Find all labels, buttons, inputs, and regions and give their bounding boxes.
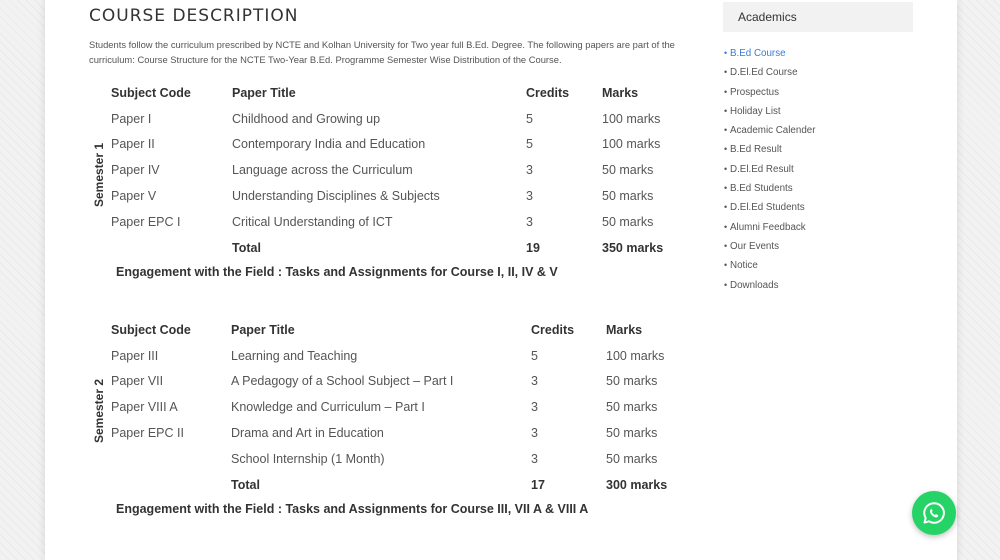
credits-cell: 5 xyxy=(526,137,533,152)
marks-cell: 50 marks xyxy=(606,400,658,415)
table-row xyxy=(111,420,706,446)
credits-cell: 3 xyxy=(526,189,533,204)
marks-cell: 50 marks xyxy=(606,451,658,466)
sidebar-item-holiday-list[interactable] xyxy=(723,102,913,121)
table-row xyxy=(111,343,706,369)
sidebar-item-deled-students[interactable] xyxy=(723,198,913,217)
marks-cell: 50 marks xyxy=(606,426,658,441)
paper-title-cell: Understanding Disciplines & Subjects xyxy=(232,189,440,204)
sidebar xyxy=(723,2,913,295)
paper-title-cell: Knowledge and Curriculum – Part I xyxy=(231,400,425,415)
credits-cell: 3 xyxy=(531,451,538,466)
whatsapp-button[interactable] xyxy=(912,491,956,535)
subject-code-cell: Paper VII xyxy=(111,374,164,389)
subject-code-cell: Paper II xyxy=(111,137,155,152)
bullet-icon: • xyxy=(724,279,728,290)
sidebar-menu xyxy=(723,44,913,295)
sidebar-item-label: D.El.Ed Course xyxy=(730,67,798,79)
total-marks: 350 marks xyxy=(602,240,664,255)
sidebar-item-label: Our Events xyxy=(730,240,780,252)
bullet-icon: • xyxy=(724,86,728,97)
bullet-icon: • xyxy=(724,125,728,136)
paper-title-cell: Learning and Teaching xyxy=(231,348,358,363)
bullet-icon: • xyxy=(724,163,728,174)
bullet-icon: • xyxy=(724,260,728,271)
sidebar-item-label: Alumni Feedback xyxy=(730,221,806,233)
subject-code-cell: Paper I xyxy=(111,111,152,126)
table-row xyxy=(111,394,706,420)
sidebar-item-downloads[interactable] xyxy=(723,276,913,295)
sidebar-item-label: Downloads xyxy=(730,279,779,291)
sidebar-item-label: B.Ed Course xyxy=(730,48,786,59)
subject-code-cell: Paper V xyxy=(111,189,157,204)
course-table-semester-1 xyxy=(111,80,702,261)
table-row xyxy=(111,446,706,472)
total-marks: 300 marks xyxy=(606,477,668,492)
sidebar-item-label: B.Ed Result xyxy=(730,144,782,156)
intro-text: Students follow the curriculum prescribed by NCTE and Kolhan University for Two year full B.Ed. Degree. The following papers are part of the curriculum: Course Structure for the NCTE Two-Year B.Ed. Programme Semester Wise Distribution of the Course. xyxy=(89,39,675,65)
column-header-marks: Marks xyxy=(602,85,639,100)
column-header-paper-title: Paper Title xyxy=(232,85,296,100)
page-container xyxy=(45,0,957,560)
sidebar-item-alumni-feedback[interactable] xyxy=(723,218,913,237)
column-header-subject-code: Subject Code xyxy=(111,322,191,337)
whatsapp-icon xyxy=(921,500,947,526)
table-row xyxy=(111,369,706,395)
bullet-icon: • xyxy=(724,67,728,78)
empty-cell xyxy=(111,472,231,498)
subject-code-cell xyxy=(111,446,231,472)
course-table-semester-2 xyxy=(111,317,706,498)
total-credits: 19 xyxy=(526,240,540,255)
marks-cell: 100 marks xyxy=(602,137,661,152)
engagement-text: Engagement with the Field : Tasks and Assignments for Course III, VII A & VIII A xyxy=(116,502,589,516)
paper-title-cell: Critical Understanding of ICT xyxy=(232,214,393,229)
sidebar-item-label: D.El.Ed Students xyxy=(730,202,805,214)
bullet-icon: • xyxy=(724,105,728,116)
empty-cell xyxy=(111,235,232,261)
sidebar-title: Academics xyxy=(723,2,913,32)
marks-cell: 100 marks xyxy=(606,348,665,363)
credits-cell: 3 xyxy=(531,400,538,415)
sidebar-item-label: Prospectus xyxy=(730,86,780,98)
credits-cell: 5 xyxy=(526,111,533,126)
bullet-icon: • xyxy=(724,48,728,58)
table-row xyxy=(111,106,702,132)
total-row xyxy=(111,472,706,498)
marks-cell: 50 marks xyxy=(602,214,654,229)
column-header-credits: Credits xyxy=(531,322,575,337)
credits-cell: 3 xyxy=(531,374,538,389)
table-row xyxy=(111,209,702,235)
sidebar-item-our-events[interactable] xyxy=(723,237,913,256)
column-header-subject-code: Subject Code xyxy=(111,85,191,100)
credits-cell: 3 xyxy=(531,426,538,441)
sidebar-item-deled-result[interactable] xyxy=(723,160,913,179)
marks-cell: 50 marks xyxy=(606,374,658,389)
table-header-row xyxy=(111,80,702,106)
table-row xyxy=(111,183,702,209)
sidebar-item-label: D.El.Ed Result xyxy=(730,163,794,175)
table-header-row xyxy=(111,317,706,343)
semester-label: Semester 1 xyxy=(92,142,106,208)
sidebar-item-label: Academic Calender xyxy=(730,125,816,137)
bullet-icon: • xyxy=(724,240,728,251)
marks-cell: 50 marks xyxy=(602,189,654,204)
subject-code-cell: Paper EPC I xyxy=(111,214,181,229)
marks-cell: 100 marks xyxy=(602,111,661,126)
sidebar-item-prospectus[interactable] xyxy=(723,83,913,102)
paper-title-cell: Drama and Art in Education xyxy=(231,426,384,441)
sidebar-item-academic-calender[interactable] xyxy=(723,121,913,140)
sidebar-item-bed-course[interactable] xyxy=(723,44,913,63)
table-row xyxy=(111,132,702,158)
total-credits: 17 xyxy=(531,477,545,492)
paper-title-cell: Language across the Curriculum xyxy=(232,163,413,178)
column-header-credits: Credits xyxy=(526,85,570,100)
total-label: Total xyxy=(231,477,260,492)
credits-cell: 3 xyxy=(526,214,533,229)
bullet-icon: • xyxy=(724,183,728,194)
subject-code-cell: Paper VIII A xyxy=(111,400,178,415)
bullet-icon: • xyxy=(724,144,728,155)
sidebar-item-bed-result[interactable] xyxy=(723,140,913,159)
paper-title-cell: Childhood and Growing up xyxy=(232,111,381,126)
total-row xyxy=(111,235,702,261)
total-label: Total xyxy=(232,240,261,255)
paper-title-cell: Contemporary India and Education xyxy=(232,137,426,152)
marks-cell: 50 marks xyxy=(602,163,654,178)
paper-title-cell: School Internship (1 Month) xyxy=(231,451,385,466)
bullet-icon: • xyxy=(724,221,728,232)
page-title: COURSE DESCRIPTION xyxy=(89,6,299,26)
semester-label: Semester 2 xyxy=(92,378,106,444)
paper-title-cell: A Pedagogy of a School Subject – Part I xyxy=(231,374,454,389)
sidebar-item-bed-students[interactable] xyxy=(723,179,913,198)
credits-cell: 5 xyxy=(531,348,538,363)
sidebar-item-label: B.Ed Students xyxy=(730,183,793,195)
bullet-icon: • xyxy=(724,202,728,213)
subject-code-cell: Paper IV xyxy=(111,163,160,178)
sidebar-item-notice[interactable] xyxy=(723,256,913,275)
column-header-paper-title: Paper Title xyxy=(231,322,295,337)
credits-cell: 3 xyxy=(526,163,533,178)
sidebar-item-label: Holiday List xyxy=(730,105,781,117)
column-header-marks: Marks xyxy=(606,322,643,337)
engagement-text: Engagement with the Field : Tasks and Assignments for Course I, II, IV & V xyxy=(116,265,558,279)
sidebar-item-deled-course[interactable] xyxy=(723,63,913,82)
subject-code-cell: Paper EPC II xyxy=(111,426,184,441)
sidebar-item-label: Notice xyxy=(730,260,758,272)
table-row xyxy=(111,157,702,183)
subject-code-cell: Paper III xyxy=(111,348,159,363)
